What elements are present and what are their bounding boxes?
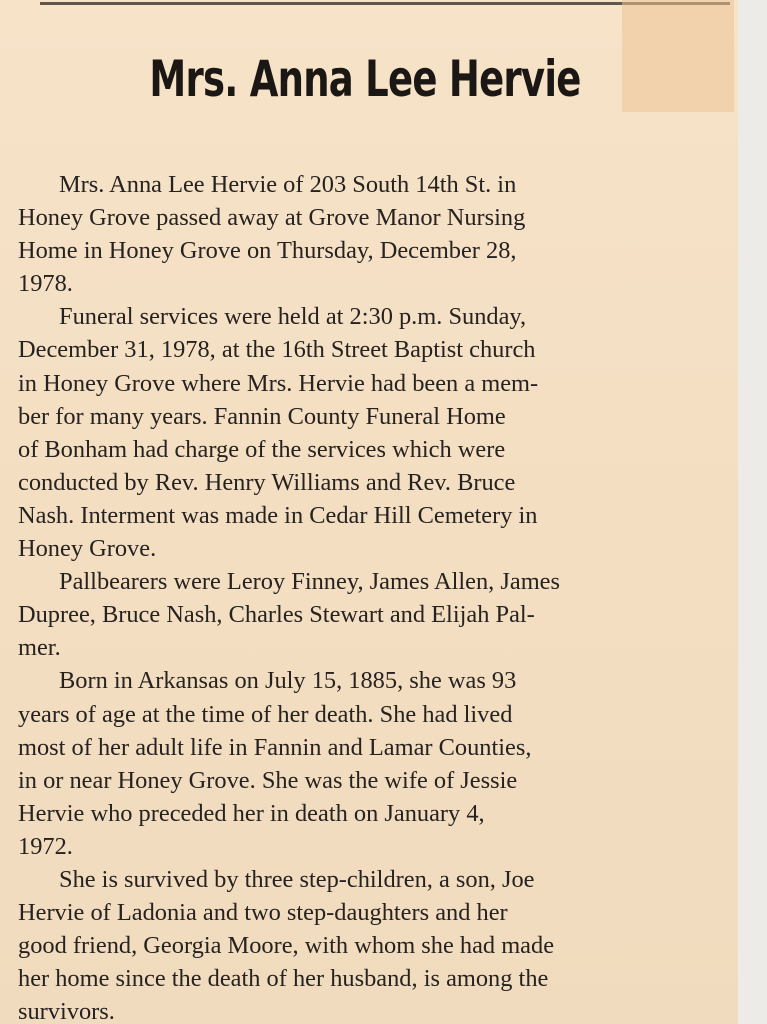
text-line: Funeral services were held at 2:30 p.m. Sunday, xyxy=(59,303,527,331)
text-line: 1978. xyxy=(18,270,73,298)
text-line: mer. xyxy=(18,634,61,662)
paragraph-survivors xyxy=(18,863,742,1024)
text-line: her home since the death of her husband, is among the xyxy=(18,965,549,993)
paragraph-death-notice xyxy=(18,168,742,300)
text-line: good friend, Georgia Moore, with whom she had made xyxy=(18,932,555,960)
text-line: Dupree, Bruce Nash, Charles Stewart and Elijah Pal- xyxy=(18,601,535,629)
text-line: Pallbearers were Leroy Finney, James Allen, James xyxy=(59,568,560,596)
text-line: most of her adult life in Fannin and Lamar Counties, xyxy=(18,733,532,761)
text-line: Born in Arkansas on July 15, 1885, she was 93 xyxy=(59,667,517,695)
text-line: Honey Grove. xyxy=(18,535,157,563)
text-line: 1972. xyxy=(18,832,73,860)
text-line: ber for many years. Fannin County Funeral Home xyxy=(18,402,506,430)
tape-stain xyxy=(622,0,734,112)
text-line: Home in Honey Grove on Thursday, December 28, xyxy=(18,237,517,265)
text-line: in or near Honey Grove. She was the wife of Jessie xyxy=(18,766,518,794)
text-line: December 31, 1978, at the 16th Street Baptist church xyxy=(18,336,536,364)
text-line: of Bonham had charge of the services which were xyxy=(18,435,506,463)
text-line: Hervie who preceded her in death on January 4, xyxy=(18,799,485,827)
text-line: survivors. xyxy=(18,998,115,1024)
scan-background-edge xyxy=(738,0,767,1024)
text-line: Nash. Interment was made in Cedar Hill Cemetery in xyxy=(18,501,538,529)
text-line: years of age at the time of her death. She had lived xyxy=(18,700,513,728)
text-line: Honey Grove passed away at Grove Manor Nursing xyxy=(18,204,526,232)
paragraph-biography xyxy=(18,664,742,863)
obituary-headline: Mrs. Anna Lee Hervie xyxy=(149,50,581,108)
text-line: conducted by Rev. Henry Williams and Rev. Bruce xyxy=(18,468,516,496)
text-line: She is survived by three step-children, a son, Joe xyxy=(59,865,535,893)
text-line: in Honey Grove where Mrs. Hervie had been a mem- xyxy=(18,369,539,397)
obituary-body xyxy=(18,168,742,1024)
text-line: Mrs. Anna Lee Hervie of 203 South 14th St. in xyxy=(59,171,517,198)
paragraph-pallbearers xyxy=(18,565,742,664)
text-line: Hervie of Ladonia and two step-daughters and her xyxy=(18,899,508,927)
paragraph-funeral-services xyxy=(18,300,742,565)
